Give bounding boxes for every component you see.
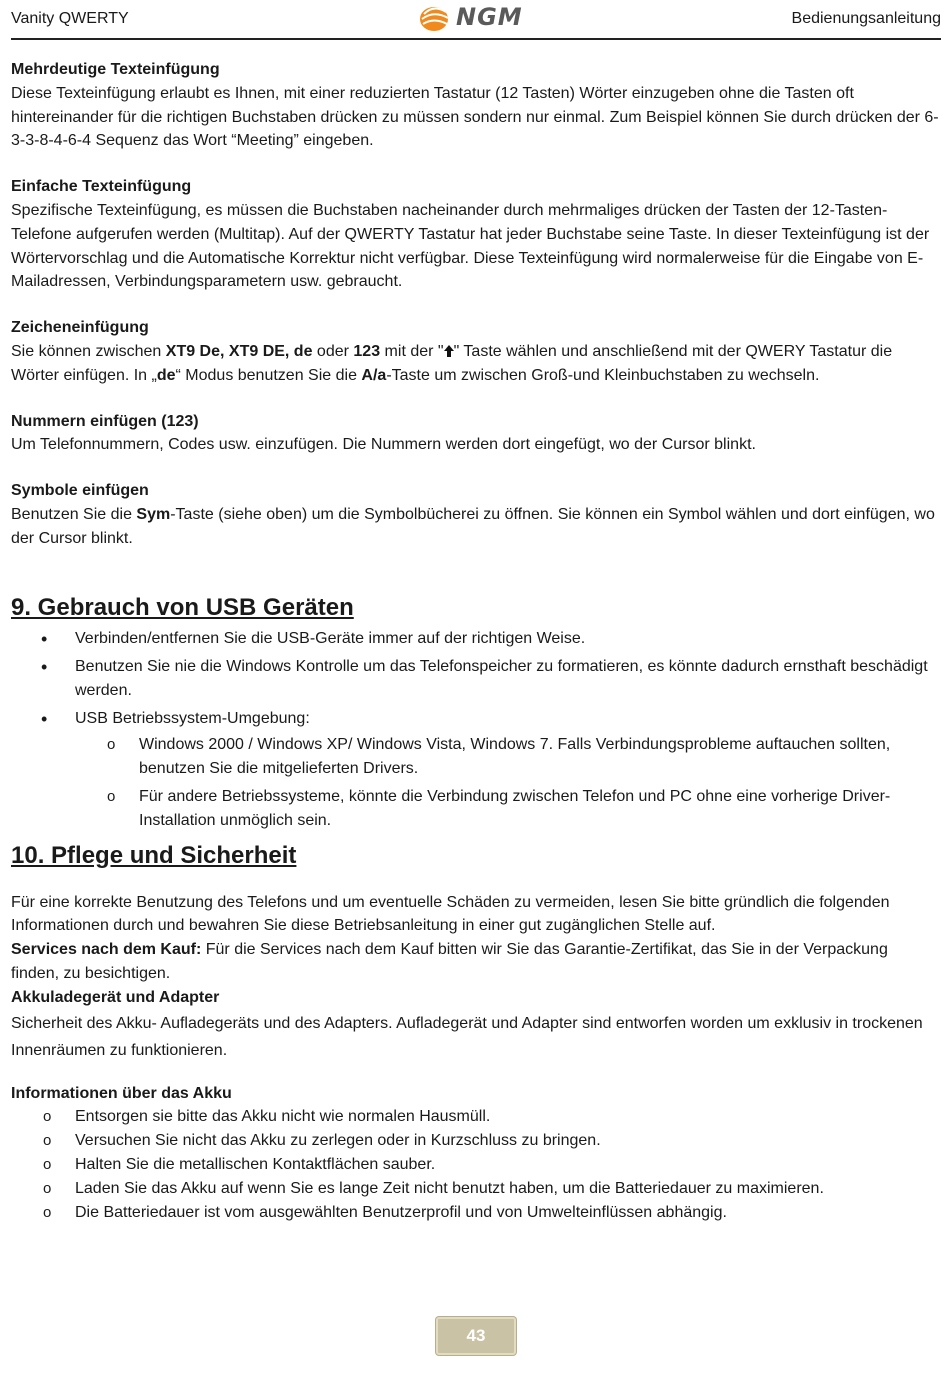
section-heading: Informationen über das Akku	[11, 1084, 232, 1102]
shift-arrow-icon	[444, 345, 454, 357]
list-item: • Verbinden/entfernen Sie die USB-Geräte immer auf der richtigen Weise.	[11, 627, 939, 651]
bold-run: de	[156, 366, 176, 384]
text-run: Für die Services nach dem Kauf bitten wir Sie das Garantie-Zertifikat, das Sie in der Verpackung finden, zu besichtigen.	[11, 941, 888, 982]
text-run: mit der "	[380, 342, 444, 360]
chapter-title: 10. Pflege und Sicherheit	[11, 841, 297, 869]
text-run: oder	[312, 342, 354, 360]
usb-os-sublist	[75, 733, 939, 833]
bold-run: A/a	[361, 366, 387, 384]
bold-run: Sym	[136, 505, 171, 523]
page-content	[11, 58, 939, 1225]
text-run: Benutzen Sie die	[11, 505, 137, 523]
section-ambiguous-input	[11, 58, 939, 153]
sub-list-item: o Für andere Betriebssysteme, könnte die Verbindung zwischen Telefon und PC ohne eine vorherige Driver-Installation unmöglich sein.	[75, 785, 939, 833]
sub-list-item: o Windows 2000 / Windows XP/ Windows Vista, Windows 7. Falls Verbindungsprobleme auftauchen sollten, benutzen Sie die mitgelieferten Drivers.	[75, 733, 939, 781]
list-item: o Die Batteriedauer ist vom ausgewählten Benutzerprofil und von Umwelteinflüssen abhängig.	[11, 1201, 939, 1225]
section-heading: Akkuladegerät und Adapter	[11, 988, 220, 1006]
header-product-name: Vanity QWERTY	[11, 10, 129, 27]
section-number-input	[11, 410, 939, 458]
section-heading: Symbole einfügen	[11, 482, 149, 500]
section-paragraph	[11, 938, 939, 986]
section-usb	[11, 593, 939, 833]
logo-text: NGM	[456, 3, 523, 31]
list-item-text: USB Betriebssystem-Umgebung:	[75, 709, 310, 727]
section-symbol-input	[11, 479, 939, 550]
chapter-title: 9. Gebrauch von USB Geräten	[11, 593, 354, 621]
section-simple-input	[11, 175, 939, 294]
list-item: o Versuchen Sie nicht das Akku zu zerlegen oder in Kurzschluss zu bringen.	[11, 1129, 939, 1153]
brand-logo	[418, 2, 523, 32]
section-paragraph: Um Telefonnummern, Codes usw. einzufügen. Die Nummern werden dort eingefügt, wo der Cursor blinkt.	[11, 436, 756, 454]
page-header	[11, 3, 941, 40]
section-heading: Einfache Texteinfügung	[11, 178, 192, 196]
ngm-flame-logo-icon	[418, 2, 454, 32]
list-item: • Benutzen Sie nie die Windows Kontrolle um das Telefonspeicher zu formatieren, es könnte dadurch ernsthaft beschädigt werden.	[11, 655, 939, 703]
section-paragraph: Spezifische Texteinfügung, es müssen die Buchstaben nacheinander durch mehrmaliges drücken der Tasten der 12-Tasten-Telefone aufgerufen werden (Multitap). Auf der QWERTY Tastatur hat jeder Buchstabe seine Taste. In dieser Texteinfügung ist der Wörtervorschlag und die Automatische Korrektur nicht verfügbar. Diese Texteinfügung wird normalerweise für die Eingabe von E-Mailadressen, Verbindungsparametern usw. gebraucht.	[11, 201, 930, 291]
list-item: o Halten Sie die metallischen Kontaktflächen sauber.	[11, 1153, 939, 1177]
bold-run: 123	[353, 342, 381, 360]
text-run: “ Modus benutzen Sie die	[175, 366, 362, 384]
section-paragraph: Sicherheit des Akku- Aufladegeräts und des Adapters. Aufladegerät und Adapter sind entworfen worden um exklusiv in trockenen Innenräumen zu funktionieren.	[11, 1014, 923, 1059]
text-run: -Taste (siehe oben) um die Symbolbücherei zu öffnen. Sie können ein Symbol wählen und dort einfügen, wo der Cursor blinkt.	[11, 505, 935, 547]
section-paragraph: Für eine korrekte Benutzung des Telefons und um eventuelle Schäden zu vermeiden, lesen Sie bitte gründlich die folgenden Informationen durch und bewahren Sie diese Betriebsanleitung in einer gut zugänglichen Stelle auf.	[11, 893, 890, 935]
section-heading: Nummern einfügen (123)	[11, 412, 199, 430]
section-care-safety	[11, 841, 939, 1226]
bold-run: XT9 De, XT9 DE, de	[165, 342, 313, 360]
page-number-badge: 43	[436, 1317, 516, 1355]
list-item: o Laden Sie das Akku auf wenn Sie es lange Zeit nicht benutzt haben, um die Batteriedauer zu maximieren.	[11, 1177, 939, 1201]
header-doc-type: Bedienungsanleitung	[791, 10, 941, 27]
section-paragraph	[11, 503, 939, 551]
battery-info-list	[11, 1105, 939, 1225]
list-item	[11, 707, 939, 833]
section-paragraph	[11, 340, 939, 388]
section-character-input	[11, 316, 939, 387]
section-heading: Zeicheneinfügung	[11, 319, 149, 337]
section-heading: Mehrdeutige Texteinfügung	[11, 61, 220, 78]
text-run: " Taste wählen und anschließend mit der QWERY Tastatur die Wörter einfügen. In „	[11, 342, 893, 384]
section-paragraph: Diese Texteinfügung erlaubt es Ihnen, mit einer reduzierten Tastatur (12 Tasten) Wörter einzugeben ohne die Tasten oft hintereinander für die richtigen Buchstaben drücken zu müssen sondern nur einmal. Zum Beispiel können Sie durch drücken der 6-3-3-8-4-6-4 Sequenz das Wort “Meeting” eingeben.	[11, 84, 939, 150]
list-item: o Entsorgen sie bitte das Akku nicht wie normalen Hausmüll.	[11, 1105, 939, 1129]
text-run: Sie können zwischen	[11, 342, 166, 360]
bold-run: Services nach dem Kauf:	[11, 941, 202, 959]
text-run: -Taste um zwischen Groß-und Kleinbuchstaben zu wechseln.	[386, 366, 820, 384]
usb-bullet-list	[11, 627, 939, 833]
